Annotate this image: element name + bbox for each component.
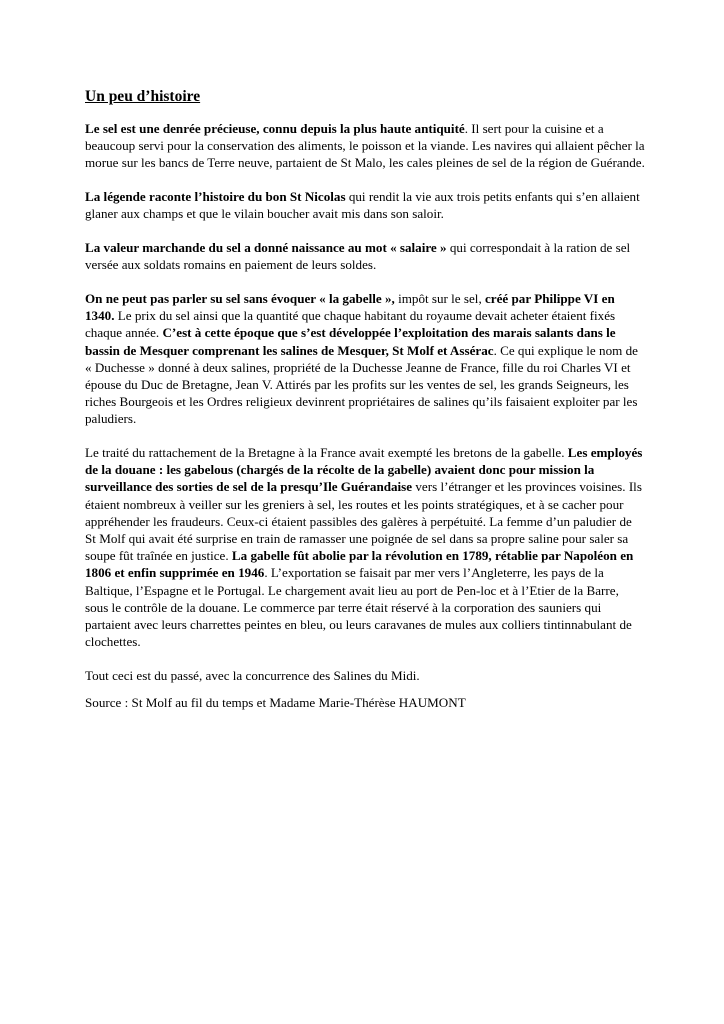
text-span: Tout ceci est du passé, avec la concurrence des Salines du Midi.: [85, 667, 420, 683]
paragraph-sel-denree: [85, 120, 645, 172]
text-span: La valeur marchande du sel a donné naissance au mot « salaire »: [85, 240, 447, 256]
text-span: La légende raconte l’histoire du bon St Nicolas: [85, 189, 346, 205]
text-span: . Ce qui explique le nom de « Duchesse » donné à deux salines, propriété de la Duchesse Jeanne de France, fille du roi Charles VI et épouse du Duc de Bretagne, Jean V. Attirés par les profits sur les ventes de sel, les grands Seigneurs, les riches Bourgeois et les Ordres religieux devinrent propriétaires de salines qu’ils faisaient exploiter par les paludiers.: [85, 342, 638, 427]
paragraph-salaire: [85, 239, 645, 273]
text-span: impôt sur le sel,: [394, 290, 485, 306]
text-span: La gabelle fût abolie par la révolution en 1789, rétablie par Napoléon en 1806 et enfin supprimée en 1946: [85, 548, 634, 581]
document-page: [85, 88, 645, 728]
text-span: Le traité du rattachement de la Bretagne à la France avait exempté les bretons de la gabelle.: [85, 445, 568, 461]
text-span: qui correspondait à la ration de sel versée aux soldats romains en paiement de leurs soldes.: [85, 240, 631, 273]
paragraph-rattachement: [85, 444, 645, 650]
text-span: Le sel est une denrée précieuse, connu depuis la plus haute antiquité: [85, 121, 465, 136]
text-span: . Il sert pour la cuisine et a beaucoup servi pour la conservation des aliments, le poisson et la viande. Les navires qui allaient pêcher la morue sur les bancs de Terre neuve, partaient de St Malo, les cales pleines de sel de la région de Guérande.: [85, 121, 645, 171]
text-span: . L’exportation se faisait par mer vers l’Angleterre, les pays de la Baltique, l’Espagne et le Portugal. Le chargement avait lieu au port de Pen-loc et à l’Etier de la Barre, sous le contrôle de la douane. Le commerce par terre était réservé à la corporation des sauniers qui partaient avec leurs charrettes peintes en bleu, ou leurs caravanes de mules aux colliers tintinnabulant de clochettes.: [85, 565, 632, 650]
document-title: Un peu d’histoire: [85, 88, 201, 105]
text-span: créé par Philippe VI en 1340.: [85, 290, 615, 324]
text-span: qui rendit la vie aux trois petits enfants qui s’en allaient glaner aux champs et que le vilain boucher avait mis dans son saloir.: [85, 189, 640, 222]
text-span: Les employés de la douane : les gabelous (chargés de la récolte de la gabelle) avaient donc pour mission la surveillance des sorties de sel de la presqu’Ile Guérandaise: [85, 445, 643, 495]
paragraph-gabelle: [85, 290, 645, 428]
text-span: C’est à cette époque que s’est développée l’exploitation des marais salants dans le bassin de Mesquer comprenant les salines de Mesquer, St Molf et Assérac: [85, 325, 616, 358]
paragraph-passe: [85, 667, 645, 684]
paragraph-source: [85, 694, 645, 711]
text-span: vers l’étranger et les provinces voisines. Ils étaient nombreux à veiller sur les greniers à sel, les routes et les points stratégiques, et à se cacher pour appréhender les fraudeurs. Ceux-ci étaient passibles des galères à perpétuité. La femme d’un paludier de St Molf qui avait été surprise en train de ramasser une poignée de sel dans sa propre saline pour saler sa soupe fût traînée en justice.: [85, 479, 642, 564]
text-span: On ne peut pas parler su sel sans évoquer « la gabelle »,: [85, 290, 395, 306]
paragraph-legende: [85, 188, 645, 222]
text-span: Le prix du sel ainsi que la quantité que chaque habitant du royaume devait acheter étaient fixés chaque année.: [85, 308, 616, 341]
text-span: Source : St Molf au fil du temps et Madame Marie-Thérèse HAUMONT: [85, 695, 466, 711]
